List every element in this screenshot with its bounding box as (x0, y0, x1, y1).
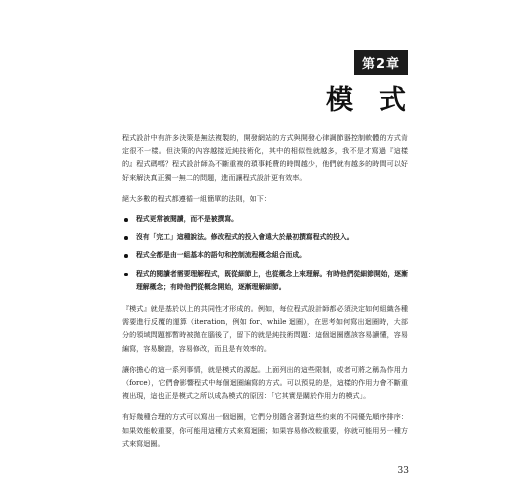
page-number: 33 (397, 466, 409, 476)
list-item-text: 程式的閱讀者需要理解程式，既從細節上，也從概念上來理解。有時他們從細節開始，逐漸理解概念；有時他們從概念開始，逐漸理解細節。 (136, 269, 408, 291)
paragraph-forces: 讓你擔心的這一系列事情，就是模式的源起。上面列出的這些限制，或者可將之稱為作用力（force），它們會影響程式中每個迴圈編寫的方式。可以預見的是，這樣的作用力會不斷重複出現，這也正是模式之所以成為模式的原因：「它其實是關於作用力的模式」。 (122, 364, 408, 401)
bullet-icon (124, 254, 128, 258)
list-item (122, 249, 408, 262)
paragraph-intro: 程式設計中有許多決策是無法複製的，開發網站的方式與開發心律調節器控制軟體的方式肯定很不一樣。但決策的內容越接近純技術化，其中的相似性就越多，我不是才寫過『這樣的』程式碼嗎？程式設計師為不斷重複的瑣事耗費的時間越少，他們就有越多的時間可以好好來解決真正獨一無二的問題，進而讓程式設計更有效率。 (122, 133, 408, 182)
paragraph-loops: 有好幾種合理的方式可以寫出一個迴圈，它們分別隱含著對這些約束的不同優先順序排序：如果效能較重要，你可能用這種方式來寫迴圈；如果容易修改較重要，你就可能用另一種方式來寫迴圈。 (122, 412, 408, 448)
bullet-icon (124, 218, 128, 222)
bullet-icon (124, 236, 128, 240)
bullet-icon (124, 273, 128, 277)
list-item (122, 213, 408, 226)
list-item-text: 程式更常被閱讀，而不是被撰寫。 (136, 215, 238, 224)
list-item (122, 268, 408, 294)
page-content (122, 131, 408, 458)
paragraph-rules-lead: 絕大多數的程式都遵循一組簡單的法則，如下： (122, 193, 271, 203)
chapter-label: 第2章 (354, 50, 408, 75)
rules-list (122, 213, 408, 294)
chapter-title: 模式 (326, 85, 432, 116)
list-item (122, 231, 408, 244)
list-item-text: 程式全都是由一組基本的語句和控制流程概念組合而成。 (136, 251, 306, 260)
list-item-text: 沒有「完工」這種說法。修改程式的投入會遠大於最初撰寫程式的投入。 (136, 233, 354, 242)
paragraph-patterns: 『模式』就是基於以上的共同性才形成的。例如，每位程式設計師都必須決定如何組織各種需要進行反覆的運算（iteration，例如 for、while 迴圈），在思考如何寫出迴圈時，大部分的領域問題都暫時被拋在腦後了，留下的就是純技術問題：這個迴圈應該容易讀懂，容易編寫，容易驗證，容易修改，而且是有效率的。 (122, 304, 408, 353)
